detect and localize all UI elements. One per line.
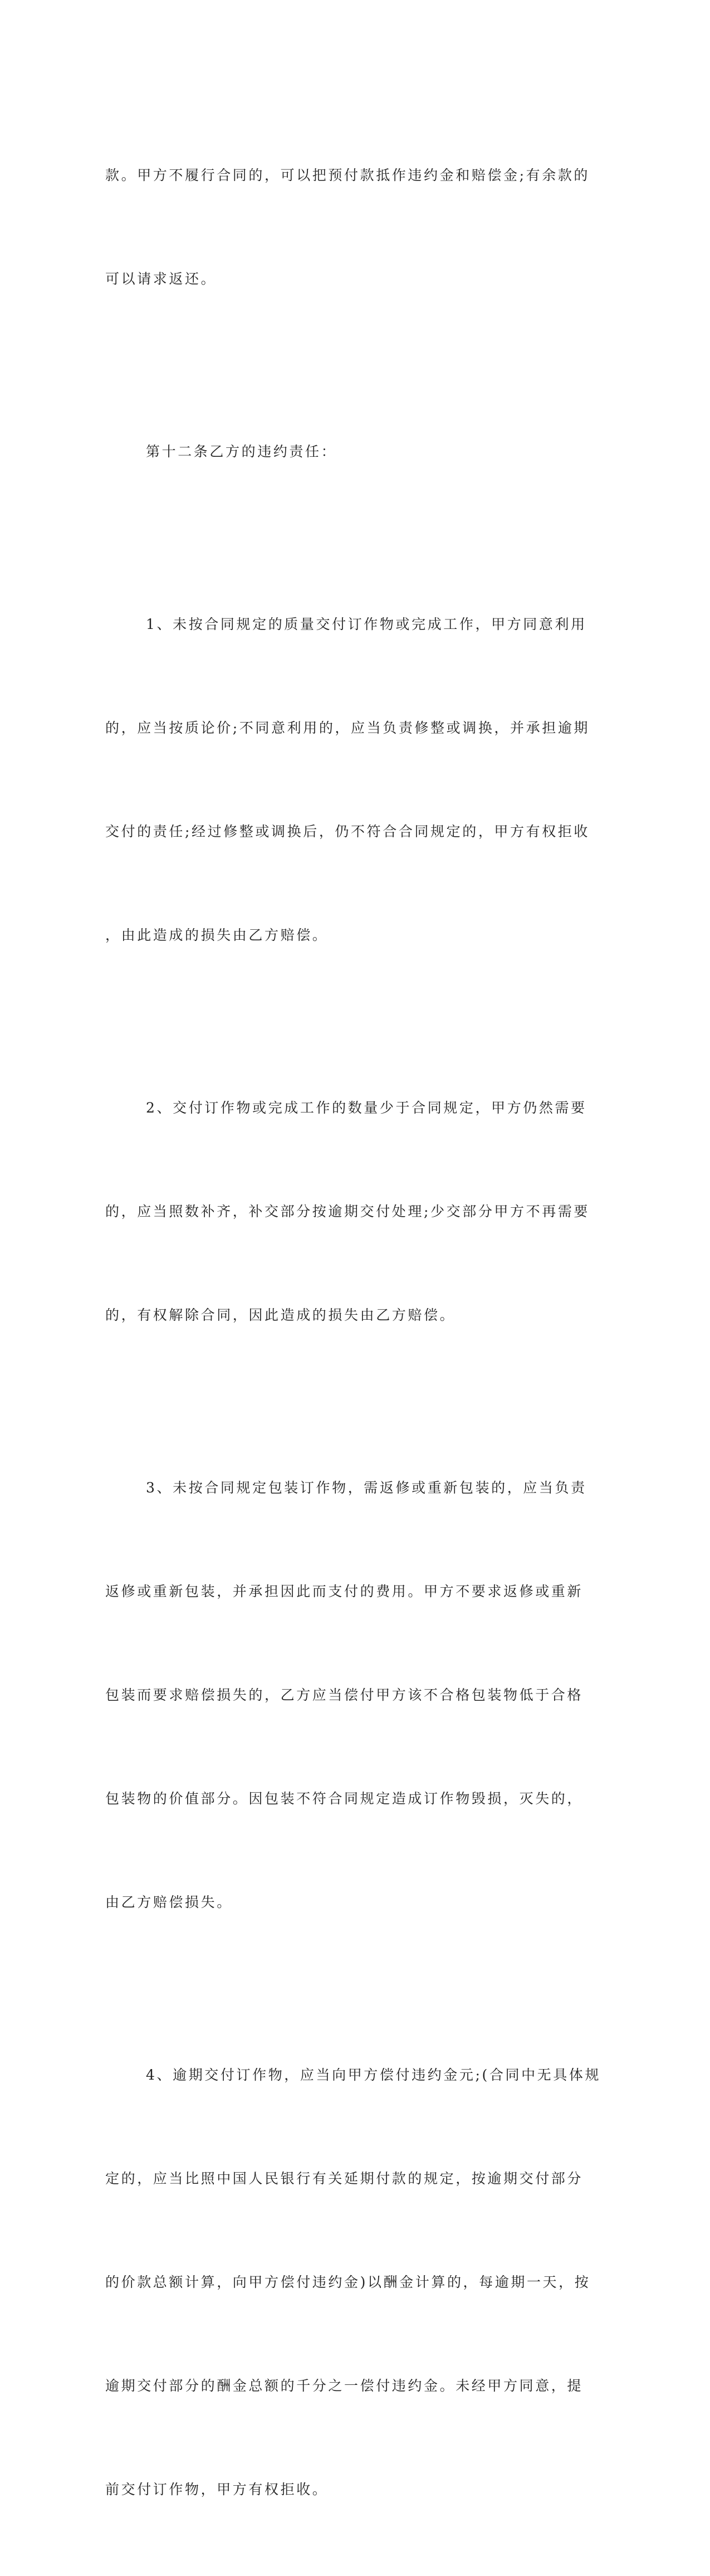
paragraph-prepayment-continuation: [105, 89, 595, 365]
clause-2-quantity: [105, 1022, 595, 1402]
clause-4-late-delivery: [105, 1989, 601, 2576]
text-line: 交付的责任;经过修整或调换后，仍不符合合同规定的，甲方有权拒收: [105, 823, 590, 840]
text-line: 1、未按合同规定的质量交付订作物或完成工作，甲方同意利用: [146, 616, 587, 632]
text-line: 包装而要求赔偿损失的，乙方应当偿付甲方该不合格包装物低于合格: [105, 1687, 584, 1703]
text-line: 第十二条乙方的违约责任：: [146, 443, 337, 460]
text-line: 由乙方赔偿损失。: [105, 1894, 233, 1910]
text-line: 3、未按合同规定包装订作物，需返修或重新包装的，应当负责: [146, 1480, 587, 1496]
text-line: ，由此造成的损失由乙方赔偿。: [105, 927, 329, 943]
text-line: 4、逾期交付订作物，应当向甲方偿付违约金元;(合同中无具体规: [146, 2067, 601, 2083]
contract-text: [105, 89, 601, 2576]
text-line: 返修或重新包装，并承担因此而支付的费用。甲方不要求返修或重新: [105, 1583, 584, 1599]
text-line: 的，应当照数补齐，补交部分按逾期交付处理;少交部分甲方不再需要: [105, 1203, 590, 1219]
clause-3-packaging: [105, 1402, 595, 1989]
text-line: 款。甲方不履行合同的，可以把预付款抵作违约金和赔偿金;有余款的: [105, 167, 590, 183]
article-12-heading: [105, 365, 595, 538]
text-line: 逾期交付部分的酬金总额的千分之一偿付违约金。未经甲方同意，提: [105, 2378, 584, 2394]
text-line: 前交付订作物，甲方有权拒收。: [105, 2481, 329, 2497]
text-line: 可以请求返还。: [105, 271, 217, 287]
clause-1-quality: [105, 538, 595, 1022]
text-line: 2、交付订作物或完成工作的数量少于合同规定，甲方仍然需要: [146, 1100, 587, 1116]
text-line: 包装物的价值部分。因包装不符合同规定造成订作物毁损，灭失的，: [105, 1790, 584, 1807]
text-line: 的，应当按质论价;不同意利用的，应当负责修整或调换，并承担逾期: [105, 720, 590, 736]
text-line: 的，有权解除合同，因此造成的损失由乙方赔偿。: [105, 1307, 456, 1323]
text-line: 定的，应当比照中国人民银行有关延期付款的规定，按逾期交付部分: [105, 2170, 584, 2187]
text-line: 的价款总额计算，向甲方偿付违约金)以酬金计算的，每逾期一天，按: [105, 2274, 591, 2290]
